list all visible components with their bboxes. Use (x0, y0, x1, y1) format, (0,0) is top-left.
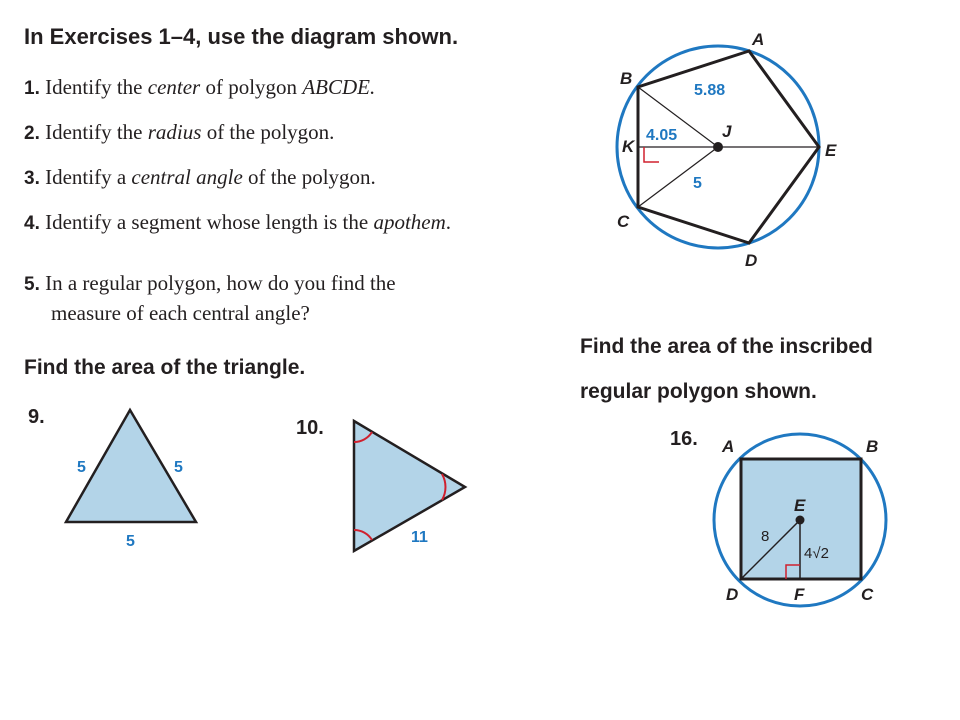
label-a: A (752, 30, 765, 49)
label-c-16: C (861, 585, 874, 604)
exercise-number: 2. (24, 123, 40, 144)
side-bottom-label: 5 (126, 533, 135, 550)
radius-label: 5 (693, 175, 702, 192)
label-f-16: F (794, 585, 805, 604)
label-d: D (745, 251, 758, 270)
exercise-number: 1. (24, 78, 40, 99)
label-b: B (620, 69, 633, 88)
problem-9-number: 9. (28, 406, 45, 428)
exercise-1: 1. Identify the center of polygon ABCDE. (24, 75, 376, 99)
side-right-label: 5 (174, 459, 183, 476)
label-e-16: E (794, 496, 806, 515)
exercise-5-line-2: measure of each central angle? (51, 301, 310, 325)
center-point-e (796, 516, 805, 525)
label-b-16: B (866, 437, 879, 456)
label-e: E (825, 141, 837, 160)
problem-16-number: 16. (670, 428, 698, 450)
heading-find-triangle-area: Find the area of the triangle. (24, 356, 306, 379)
exercise-3: 3. Identify a central angle of the polygon. (24, 165, 376, 189)
exercise-number: 5. (24, 274, 40, 295)
exercise-number: 3. (24, 168, 40, 189)
heading-exercises-1-4: In Exercises 1–4, use the diagram shown. (24, 24, 459, 49)
side-label: 11 (411, 529, 428, 546)
radius-label-16: 8 (761, 528, 770, 545)
label-j: J (722, 122, 732, 141)
apothem-label-16: 4√2 (804, 545, 829, 562)
label-c: C (617, 212, 630, 231)
exercise-2: 2. Identify the radius of the polygon. (24, 120, 335, 144)
problem-10-number: 10. (296, 417, 324, 439)
label-k: K (622, 137, 635, 156)
apothem-label: 4.05 (646, 127, 678, 144)
exercise-5: 5. In a regular polygon, how do you find the (24, 271, 396, 295)
label-d-16: D (726, 585, 739, 604)
side-left-label: 5 (77, 459, 86, 476)
heading-inscribed-line-2: regular polygon shown. (580, 380, 817, 403)
label-a-16: A (722, 437, 735, 456)
side-length-label: 5.88 (694, 82, 726, 99)
exercise-number: 4. (24, 213, 40, 234)
exercise-4: 4. Identify a segment whose length is the apothem. (24, 210, 452, 234)
heading-inscribed-line-1: Find the area of the inscribed (580, 335, 873, 358)
